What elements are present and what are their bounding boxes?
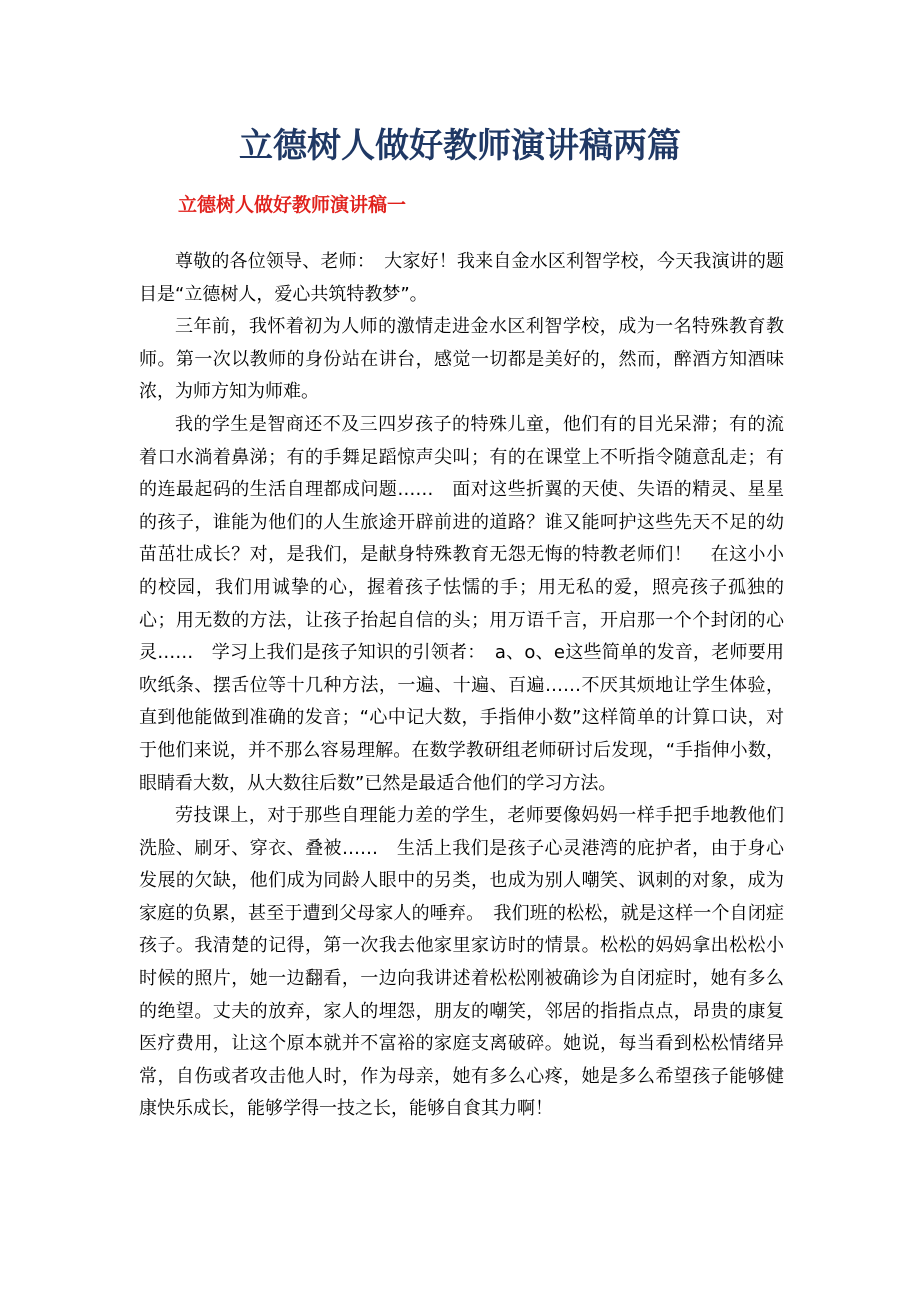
paragraph-1: 尊敬的各位领导、老师： 大家好！我来自金水区利智学校，今天我演讲的题目是“立德树人，爱心共筑特教梦”。 xyxy=(139,251,784,305)
paragraph-3: 我的学生是智商还不及三四岁孩子的特殊儿童，他们有的目光呆滞；有的流着口水淌着鼻涕；有的手舞足蹈惊声尖叫；有的在课堂上不听指令随意乱走；有的连最起码的生活自理都成问题…… 面对这些折翼的天使、失语的精灵、星星的孩子，谁能为他们的人生旅途开辟前进的道路？谁又能呵护这些先天不足的幼苗茁壮成长？对，是我们，是献身特殊教育无怨无悔的特教老师们！ 在这小小的校园，我们用诚挚的心，握着孩子怯懦的手；用无私的爱，照亮孩子孤独的心；用无数的方法，让孩子抬起自信的头；用万语千言，开启那一个个封闭的心灵…… 学习上我们是孩子知识的引领者： a、o、e这些简单的发音，老师要用吹纸条、摆舌位等十几种方法，一遍、十遍、百遍……不厌其烦地让学生体验，直到他能做到准确的发音；“心中记大数，手指伸小数”这样简单的计算口诀，对于他们来说，并不那么容易理解。在数学教研组老师研讨后发现，“手指伸小数，眼睛看大数，从大数往后数”已然是最适合他们的学习方法。 xyxy=(139,413,784,794)
document-title: 立德树人做好教师演讲稿两篇 xyxy=(239,126,681,166)
document-body xyxy=(139,246,784,1126)
section-title: 立德树人做好教师演讲稿一 xyxy=(178,194,407,216)
paragraph-4: 劳技课上，对于那些自理能力差的学生，老师要像妈妈一样手把手地教他们洗脸、刷牙、穿衣、叠被…… 生活上我们是孩子心灵港湾的庇护者，由于身心发展的欠缺，他们成为同龄人眼中的另类，也成为别人嘲笑、讽刺的对象，成为家庭的负累，甚至于遭到父母家人的唾弃。 我们班的松松，就是这样一个自闭症孩子。我清楚的记得，第一次我去他家里家访时的情景。松松的妈妈拿出松松小时候的照片，她一边翻看，一边向我讲述着松松刚被确诊为自闭症时，她有多么的绝望。丈夫的放弃，家人的埋怨，朋友的嘲笑，邻居的指指点点，昂贵的康复医疗费用，让这个原本就并不富裕的家庭支离破碎。她说，每当看到松松情绪异常，自伤或者攻击他人时，作为母亲，她有多么心疼，她是多么希望孩子能够健康快乐成长，能够学得一技之长，能够自食其力啊！ xyxy=(139,805,784,1120)
paragraph-2: 三年前，我怀着初为人师的激情走进金水区利智学校，成为一名特殊教育教师。第一次以教师的身份站在讲台，感觉一切都是美好的，然而，醉酒方知酒味浓，为师方知为师难。 xyxy=(139,316,784,403)
